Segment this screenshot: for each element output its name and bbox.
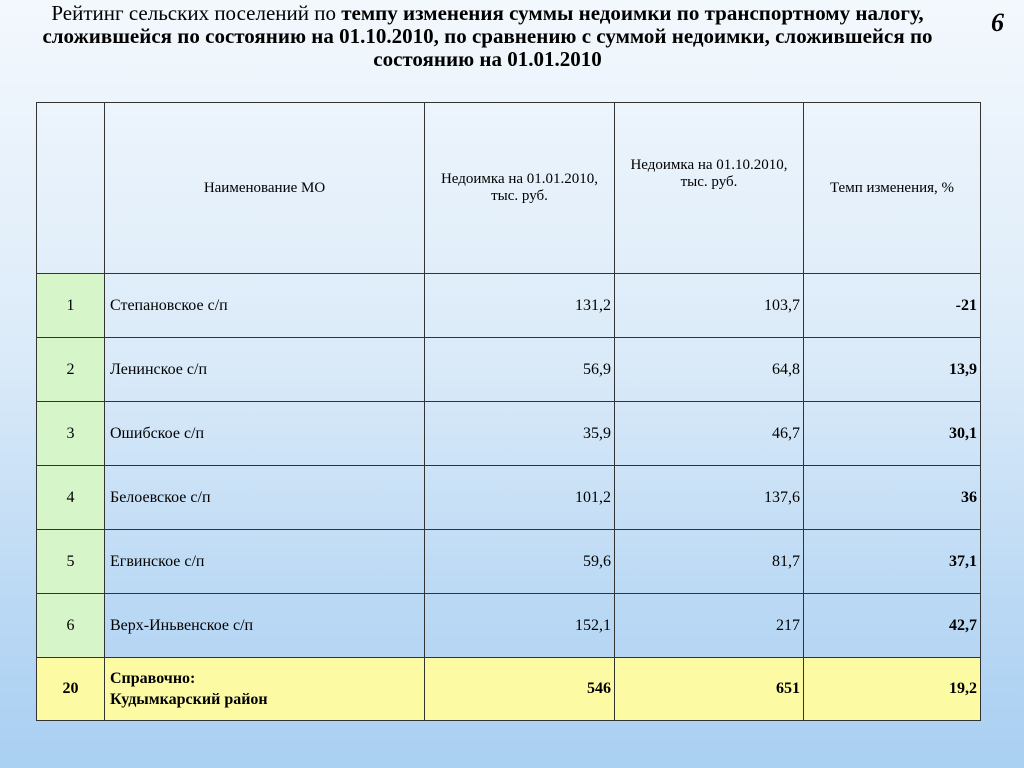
row-debt-oct: 46,7 xyxy=(615,402,804,466)
table-body xyxy=(37,274,981,658)
row-name: Ленинское с/п xyxy=(105,338,425,402)
row-debt-jan: 35,9 xyxy=(425,402,615,466)
row-name: Егвинское с/п xyxy=(105,530,425,594)
table-row xyxy=(37,594,981,658)
table-row xyxy=(37,338,981,402)
header-debt-oct: Недоимка на 01.10.2010, тыс. руб. xyxy=(615,103,804,274)
header-rate: Темп изменения, % xyxy=(804,103,981,274)
total-rate: 19,2 xyxy=(804,658,981,721)
total-name-line2: Кудымкарский район xyxy=(110,691,268,708)
row-debt-jan: 131,2 xyxy=(425,274,615,338)
title-bold-text: темпу изменения суммы недоимки по транспортному налогу, сложившейся по состоянию на 01.10.2010, по сравнению с суммой недоимки, сложившейся по состоянию на 01.01.2010 xyxy=(42,1,933,71)
row-debt-oct: 217 xyxy=(615,594,804,658)
header-num xyxy=(37,103,105,274)
row-debt-oct: 81,7 xyxy=(615,530,804,594)
table-total-row xyxy=(37,658,981,721)
row-num: 2 xyxy=(37,338,105,402)
row-name: Ошибское с/п xyxy=(105,402,425,466)
row-num: 4 xyxy=(37,466,105,530)
header-name: Наименование МО xyxy=(105,103,425,274)
row-rate: 30,1 xyxy=(804,402,981,466)
row-debt-oct: 103,7 xyxy=(615,274,804,338)
row-debt-jan: 152,1 xyxy=(425,594,615,658)
row-rate: 42,7 xyxy=(804,594,981,658)
row-name: Верх-Иньвенское с/п xyxy=(105,594,425,658)
row-num: 3 xyxy=(37,402,105,466)
row-name: Белоевское с/п xyxy=(105,466,425,530)
table-row xyxy=(37,530,981,594)
total-num: 20 xyxy=(37,658,105,721)
row-num: 6 xyxy=(37,594,105,658)
table-row xyxy=(37,402,981,466)
total-name-line1: Справочно: xyxy=(110,670,196,687)
row-num: 5 xyxy=(37,530,105,594)
row-debt-jan: 59,6 xyxy=(425,530,615,594)
row-debt-jan: 101,2 xyxy=(425,466,615,530)
row-rate: -21 xyxy=(804,274,981,338)
row-debt-oct: 64,8 xyxy=(615,338,804,402)
title-plain-text: Рейтинг сельских поселений по xyxy=(51,1,342,25)
page-title xyxy=(0,2,975,71)
row-debt-jan: 56,9 xyxy=(425,338,615,402)
total-debt-jan: 546 xyxy=(425,658,615,721)
table-header-row xyxy=(37,103,981,274)
row-num: 1 xyxy=(37,274,105,338)
header-debt-jan: Недоимка на 01.01.2010, тыс. руб. xyxy=(425,103,615,274)
total-name xyxy=(105,658,425,721)
table-row xyxy=(37,274,981,338)
row-debt-oct: 137,6 xyxy=(615,466,804,530)
page-number: 6 xyxy=(991,8,1004,37)
row-rate: 13,9 xyxy=(804,338,981,402)
table-row xyxy=(37,466,981,530)
total-debt-oct: 651 xyxy=(615,658,804,721)
rating-table xyxy=(36,102,981,721)
row-name: Степановское с/п xyxy=(105,274,425,338)
row-rate: 36 xyxy=(804,466,981,530)
row-rate: 37,1 xyxy=(804,530,981,594)
